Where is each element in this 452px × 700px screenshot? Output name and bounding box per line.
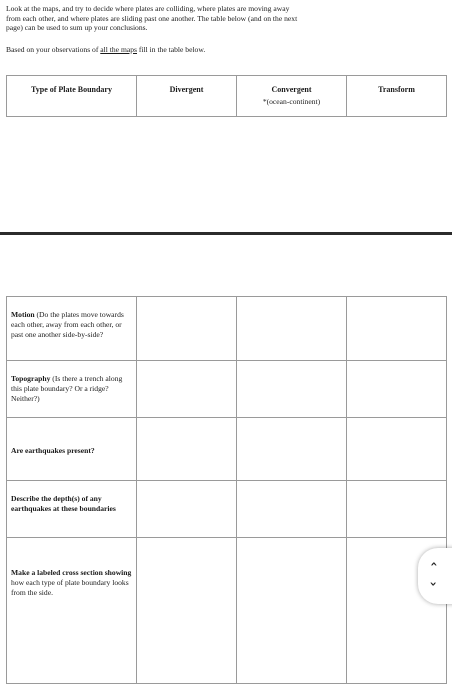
page-nav-button[interactable] (418, 548, 452, 604)
header-cell-type: Type of Plate Boundary (7, 76, 137, 117)
boundary-header-table (6, 75, 447, 117)
answer-cell[interactable] (347, 361, 447, 418)
answer-cell[interactable] (137, 297, 237, 361)
row-label-depth: Describe the depth(s) of any earthquakes at these boundaries (7, 481, 137, 538)
answer-cell[interactable] (237, 538, 347, 684)
answer-cell[interactable] (237, 361, 347, 418)
convergent-label: Convergent (271, 85, 312, 94)
answer-cell[interactable] (137, 481, 237, 538)
answer-cell[interactable] (137, 361, 237, 418)
table-row (7, 361, 447, 418)
row-label-topography: Topography (Is there a trench along this plate boundary? Or a ridge? Neither?) (7, 361, 137, 418)
answer-cell[interactable] (237, 297, 347, 361)
answer-cell[interactable] (137, 418, 237, 481)
table-row (7, 76, 447, 117)
convergent-note: *(ocean-continent) (262, 97, 321, 106)
chevron-down-icon[interactable]: › (426, 581, 441, 587)
instruction-prefix: Based on your observations of (6, 45, 101, 54)
header-cell-transform: Transform (347, 76, 447, 117)
row-label-cross-section: Make a labeled cross section showing how each type of plate boundary looks from the side. (7, 538, 137, 684)
header-cell-convergent (237, 76, 347, 117)
instruction-text (6, 45, 205, 55)
page-divider (0, 232, 452, 235)
table-row (7, 538, 447, 684)
instruction-suffix: fill in the table below. (136, 45, 206, 54)
answer-cell[interactable] (237, 481, 347, 538)
intro-line: page) can be used to sum up your conclusions. (6, 23, 148, 33)
table-row (7, 481, 447, 538)
intro-line: from each other, and where plates are sliding past one another. The table below (and on the next (6, 13, 298, 23)
row-label-earthquakes: Are earthquakes present? (7, 418, 137, 481)
answer-cell[interactable] (347, 481, 447, 538)
instruction-underlined: all the maps (100, 45, 137, 54)
intro-line: Look at the maps, and try to decide where plates are colliding, where plates are moving away (6, 4, 290, 13)
row-label-motion: Motion (Do the plates move towards each other, away from each other, or past one another side-by-side? (7, 297, 137, 361)
table-row (7, 297, 447, 361)
answer-cell[interactable] (347, 418, 447, 481)
intro-paragraph (6, 4, 442, 33)
answer-cell[interactable] (137, 538, 237, 684)
table-row (7, 418, 447, 481)
chevron-up-icon[interactable]: › (426, 561, 441, 567)
observation-table (6, 296, 447, 684)
answer-cell[interactable] (237, 418, 347, 481)
header-cell-divergent: Divergent (137, 76, 237, 117)
answer-cell[interactable] (347, 297, 447, 361)
